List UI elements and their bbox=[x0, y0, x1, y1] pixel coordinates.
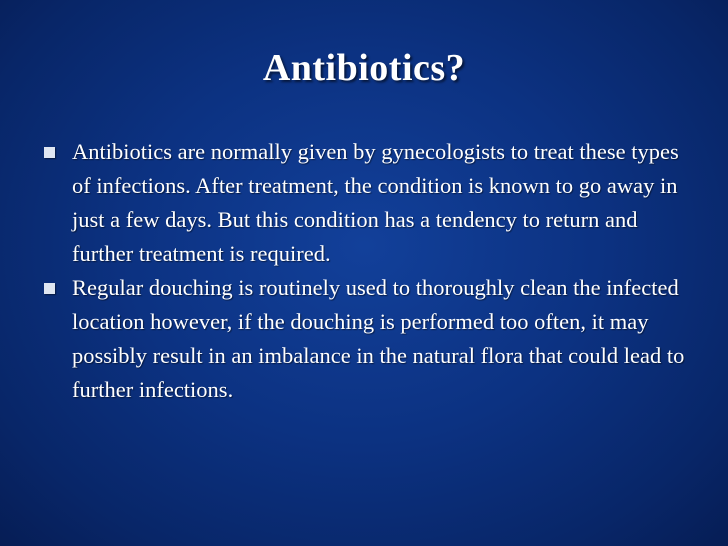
bullet-text: Antibiotics are normally given by gynecologists to treat these types of infections. After treatment, the condition is known to go away in just a few days. But this condition has a tendency to return and further treatment is required. bbox=[72, 139, 679, 266]
bullet-text: Regular douching is routinely used to thoroughly clean the infected location however, if the douching is performed too often, it may possibly result in an imbalance in the natural flora that could lead to further infections. bbox=[72, 275, 685, 402]
slide-title: Antibiotics? bbox=[262, 47, 466, 89]
bullet-list bbox=[42, 135, 692, 407]
square-bullet-icon bbox=[44, 147, 55, 158]
square-bullet-icon bbox=[44, 283, 55, 294]
bullet-item bbox=[42, 271, 692, 407]
bullet-item bbox=[42, 135, 692, 271]
